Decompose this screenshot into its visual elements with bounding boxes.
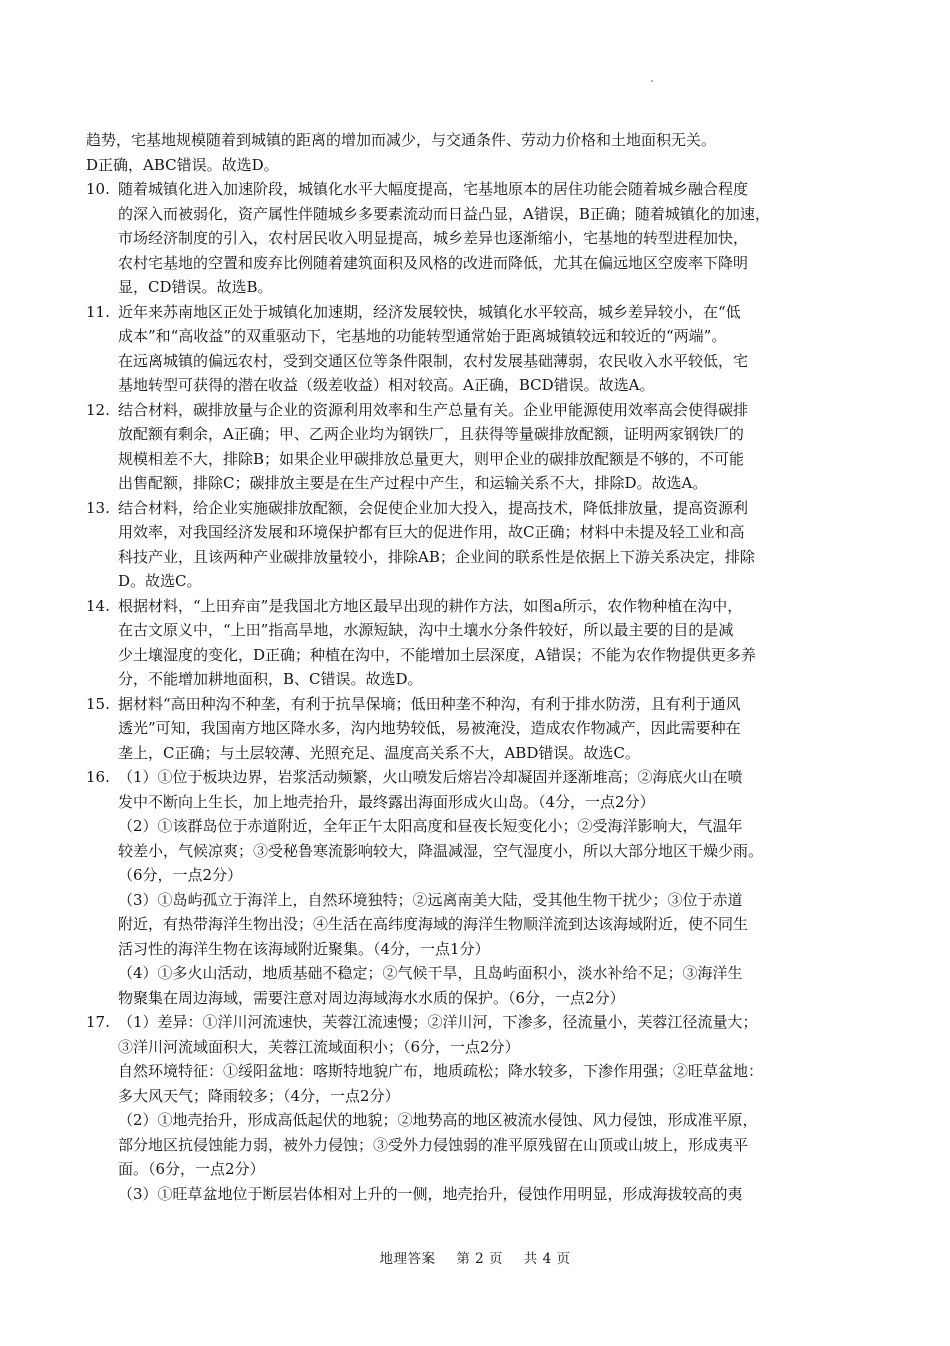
text-line: 自然环境特征：①绥阳盆地：喀斯特地貌广布，地质疏松；降水较多，下渗作用强；②旺草盆地： [118,1062,764,1080]
text-line: 附近，有热带海洋生物出没；④生活在高纬度海域的海洋生物顺洋流到达该海域附近，使不同生 [118,915,749,933]
text-line: 根据材料，“上田弃亩”是我国北方地区最早出现的耕作方法，如图a所示，农作物种植在沟中， [118,596,743,615]
text-line: 分，不能增加耕地面积，B、C错误。故选D。 [118,670,423,688]
text-line: 农村宅基地的空置和废弃比例随着建筑面积及风格的改进而降低，尤其在偏远地区空废率下降明 [118,253,749,272]
answer-13 [86,496,866,594]
text-line: D正确，ABC错误。故选D。 [86,155,279,174]
text-line: 规模相差不大，排除B；如果企业甲碳排放总量更大，则甲企业的碳排放配额是不够的，不可能 [118,449,745,468]
text-line: 透光”可知，我国南方地区降水多，沟内地势较低，易被淹没，造成农作物减产，因此需要种在 [118,719,741,737]
text-line: 垄上，C正确；与土层较薄、光照充足、温度高关系不大，ABD错误。故选C。 [118,743,640,762]
answer-17-part-3 [86,1182,866,1207]
text-line: 部分地区抗侵蚀能力弱，被外力侵蚀；③受外力侵蚀弱的准平原残留在山顶或山坡上，形成夷平 [118,1135,749,1154]
text-line: 科技产业，且该两种产业碳排放量较小，排除AB；企业间的联系性是依据上下游关系决定，排除 [118,547,755,566]
text-line: 较差小，气候凉爽；③受秘鲁寒流影响较大，降温减湿，空气湿度小，所以大部分地区干燥少雨。 [118,841,764,860]
answer-content [86,128,866,1206]
text-line: D。故选C。 [118,572,202,590]
text-line: ③洋川河流域面积大，芙蓉江流域面积小；（6分，一点2分） [118,1037,520,1056]
answer-15 [86,692,866,766]
text-line: （1）①位于板块边界，岩浆活动频繁，火山喷发后熔岩冷却凝固并逐渐堆高；②海底火山在喷 [118,768,743,786]
scan-dot [651,80,653,82]
text-line: 据材料“高田种沟不种垄，有利于抗旱保墒；低田种垄不种沟，有利于排水防涝，且有利于通风 [118,694,741,713]
answer-14 [86,594,866,692]
text-line: （1）差异：①洋川河流速快，芙蓉江流速慢；②洋川河，下渗多，径流量小，芙蓉江径流量大； [118,1013,758,1031]
text-line: （2）①该群岛位于赤道附近，全年正午太阳高度和昼夜长短变化小；②受海洋影响大，气温年 [118,817,743,835]
text-line: （2）①地壳抬升，形成高低起伏的地貌；②地势高的地区被流水侵蚀、风力侵蚀，形成准平原， [118,1111,758,1129]
footer-subject: 地理答案 [379,1251,436,1267]
text-line: 随着城镇化进入加速阶段，城镇化水平大幅度提高，宅基地原本的居住功能会随着城乡融合程度 [118,180,749,198]
question-number: 15. [86,694,110,713]
question-number: 17. [86,1013,110,1031]
text-line: 少土壤湿度的变化，D正确；种植在沟中，不能增加土层深度，A错误；不能为农作物提供更多养 [118,645,756,664]
question-number: 11. [86,302,110,321]
text-line: 出售配额，排除C；碳排放主要是在生产过程中产生，和运输关系不大，排除D。故选A。 [118,474,708,492]
text-line: 活习性的海洋生物在该海域附近聚集。（4分，一点1分） [118,939,490,958]
answer-11 [86,300,866,398]
text-line: 面。（6分，一点2分） [118,1160,265,1178]
answer-16 [86,765,866,814]
answer-16-part-3 [86,888,866,962]
text-line: 近年来苏南地区正处于城镇化加速期，经济发展较快，城镇化水平较高，城乡差异较小，在“低 [118,302,741,321]
text-line: 在远离城镇的偏远农村，受到交通区位等条件限制，农村发展基础薄弱，农民收入水平较低，宅 [118,351,749,370]
text-line: 在古文原义中，“上田”指高旱地，水源短缺，沟中土壤水分条件较好，所以最主要的目的是减 [118,621,734,639]
text-line: 结合材料，给企业实施碳排放配额，会促使企业加大投入，提高技术，降低排放量，提高资源利 [118,498,749,517]
text-line: 物聚集在周边海域，需要注意对周边海域海水水质的保护。（6分，一点2分） [118,988,625,1007]
answer-17 [86,1010,866,1059]
text-line: 多大风天气；降雨较多；（4分，一点2分） [118,1086,400,1105]
footer-total-pages: 共 4 页 [523,1251,571,1267]
text-line: （3）①旺草盆地位于断层岩体相对上升的一侧，地壳抬升，侵蚀作用明显，形成海拔较高的夷 [118,1184,743,1203]
text-line: 基地转型可获得的潜在收益（级差收益）相对较高。A正确，BCD错误。故选A。 [118,376,655,394]
answer-17-part-2 [86,1108,866,1182]
answer-16-part-2 [86,814,866,888]
footer-page-number: 第 2 页 [456,1251,503,1267]
page-footer [0,1247,950,1267]
text-line: （4）①多火山活动，地质基础不稳定；②气候干旱，且岛屿面积小，淡水补给不足；③海洋生 [118,964,743,982]
question-number: 13. [86,498,110,517]
text-line: 显，CD错误。故选B。 [118,278,273,296]
text-line: 发中不断向上生长，加上地壳抬升，最终露出海面形成火山岛。（4分，一点2分） [118,792,655,811]
text-line: （3）①岛屿孤立于海洋上，自然环境独特；②远离南美大陆，受其他生物干扰少；③位于赤道 [118,890,743,909]
text-line: 用效率，对我国经济发展和环境保护都有巨大的促进作用，故C正确；材料中未提及轻工业和高 [118,523,745,541]
answer-12 [86,398,866,496]
text-line: 市场经济制度的引入，农村居民收入明显提高，城乡差异也逐渐缩小，宅基地的转型进程加快， [118,229,749,247]
text-line: 放配额有剩余，A正确；甲、乙两企业均为钢铁厂，且获得等量碳排放配额，证明两家钢铁厂的 [118,425,744,443]
text-line: 成本”和“高收益”的双重驱动下，宅基地的功能转型通常始于距离城镇较远和较近的“两端”。 [118,327,727,345]
text-line: 结合材料，碳排放量与企业的资源利用效率和生产总量有关。企业甲能源使用效率高会使得碳排 [118,400,749,419]
text-line: （6分，一点2分） [118,866,243,884]
question-number: 14. [86,596,110,615]
intro-paragraph [86,128,866,177]
text-line: 趋势，宅基地规模随着到城镇的距离的增加而减少，与交通条件、劳动力价格和土地面积无关。 [86,131,717,149]
text-line: 的深入而被弱化，资产属性伴随城乡多要素流动而日益凸显，A错误，B正确；随着城镇化的加速， [118,204,770,223]
answer-16-part-4 [86,961,866,1010]
answer-17-natural-features [86,1059,866,1108]
question-number: 12. [86,400,110,419]
answer-10 [86,177,866,300]
question-number: 16. [86,768,110,786]
question-number: 10. [86,180,110,198]
